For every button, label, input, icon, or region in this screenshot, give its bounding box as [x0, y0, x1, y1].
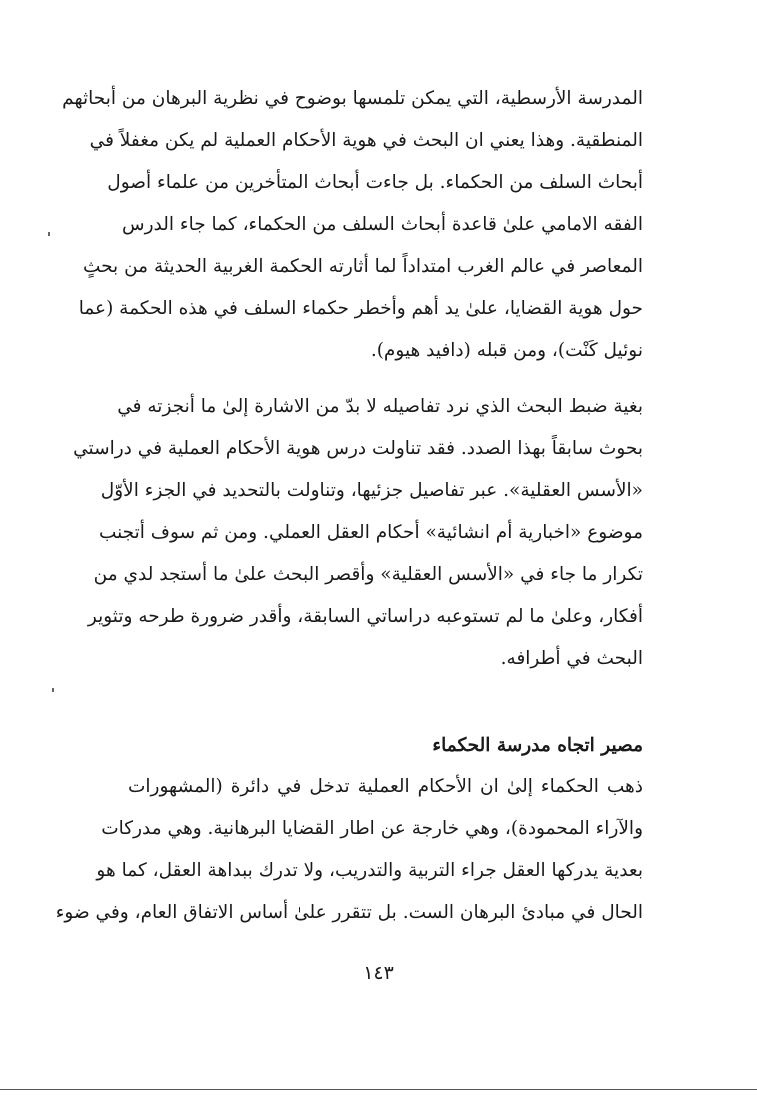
text-line: المعاصر في عالم الغرب امتداداً لما أثارته الحكمة الغربية الحديثة من بحثٍ	[82, 256, 643, 277]
text-line: موضوع «اخبارية أم انشائية» أحكام العقل العملي. ومن ثم سوف أتجنب	[98, 522, 643, 543]
page-number: ١٤٣	[363, 962, 394, 984]
text-line: والآراء المحمودة)، وهي خارجة عن اطار القضايا البرهانية. وهي مدركات	[101, 818, 643, 839]
section-heading: مصير اتجاه مدرسة الحكماء	[432, 735, 643, 756]
text-line: بحوث سابقاً بهذا الصدد. فقد تناولت درس هوية الأحكام العملية في دراستي	[73, 438, 643, 459]
text-line: الحال في مبادئ البرهان الست. بل تتقرر علىٰ أساس الاتفاق العام، وفي ضوء	[55, 902, 643, 923]
scan-edge-line	[0, 1089, 757, 1090]
text-line: ذهب الحكماء إلىٰ ان الأحكام العملية تدخل في دائرة (المشهورات	[128, 776, 643, 797]
text-line: الفقه الامامي علىٰ قاعدة أبحاث السلف من الحكماء، كما جاء الدرس	[122, 214, 643, 235]
text-line: المنطقية. وهذا يعني ان البحث في هوية الأحكام العملية لم يكن مغفلاً في	[89, 130, 643, 151]
text-line: بعدية يدركها العقل جراء التربية والتدريب، ولا تدرك ببداهة العقل، كما هو	[96, 860, 643, 881]
paragraph-1	[62, 78, 643, 372]
text-line: أفكار، وعلىٰ ما لم تستوعبه دراساتي السابقة، وأقدر ضرورة طرحه وتثوير	[87, 606, 643, 627]
text-line: «الأسس العقلية». عبر تفاصيل جزئيها، وتناولت بالتحديد في الجزء الأوّل	[100, 480, 643, 501]
text-line: بغية ضبط البحث الذي نرد تفاصيله لا بدّ من الاشارة إلىٰ ما أنجزته في	[117, 396, 643, 417]
margin-speck	[52, 688, 54, 692]
text-line: نوئيل كَنْت)، ومن قبله (دافيد هيوم).	[370, 340, 643, 361]
text-line: تكرار ما جاء في «الأسس العقلية» وأقصر البحث علىٰ ما أستجد لدي من	[93, 564, 643, 585]
text-line: البحث في أطرافه.	[500, 648, 643, 669]
text-line: حول هوية القضايا، علىٰ يد أهم وأخطر حكماء السلف في هذه الحكمة (عما	[78, 298, 643, 319]
margin-speck	[48, 232, 50, 236]
text-line: أبحاث السلف من الحكماء. بل جاءت أبحاث المتأخرين من علماء أصول	[107, 172, 643, 193]
paragraph-3	[55, 766, 643, 934]
text-line: المدرسة الأرسطية، التي يمكن تلمسها بوضوح في نظرية البرهان من أبحاثهم	[62, 88, 643, 109]
paragraph-2	[73, 386, 643, 680]
